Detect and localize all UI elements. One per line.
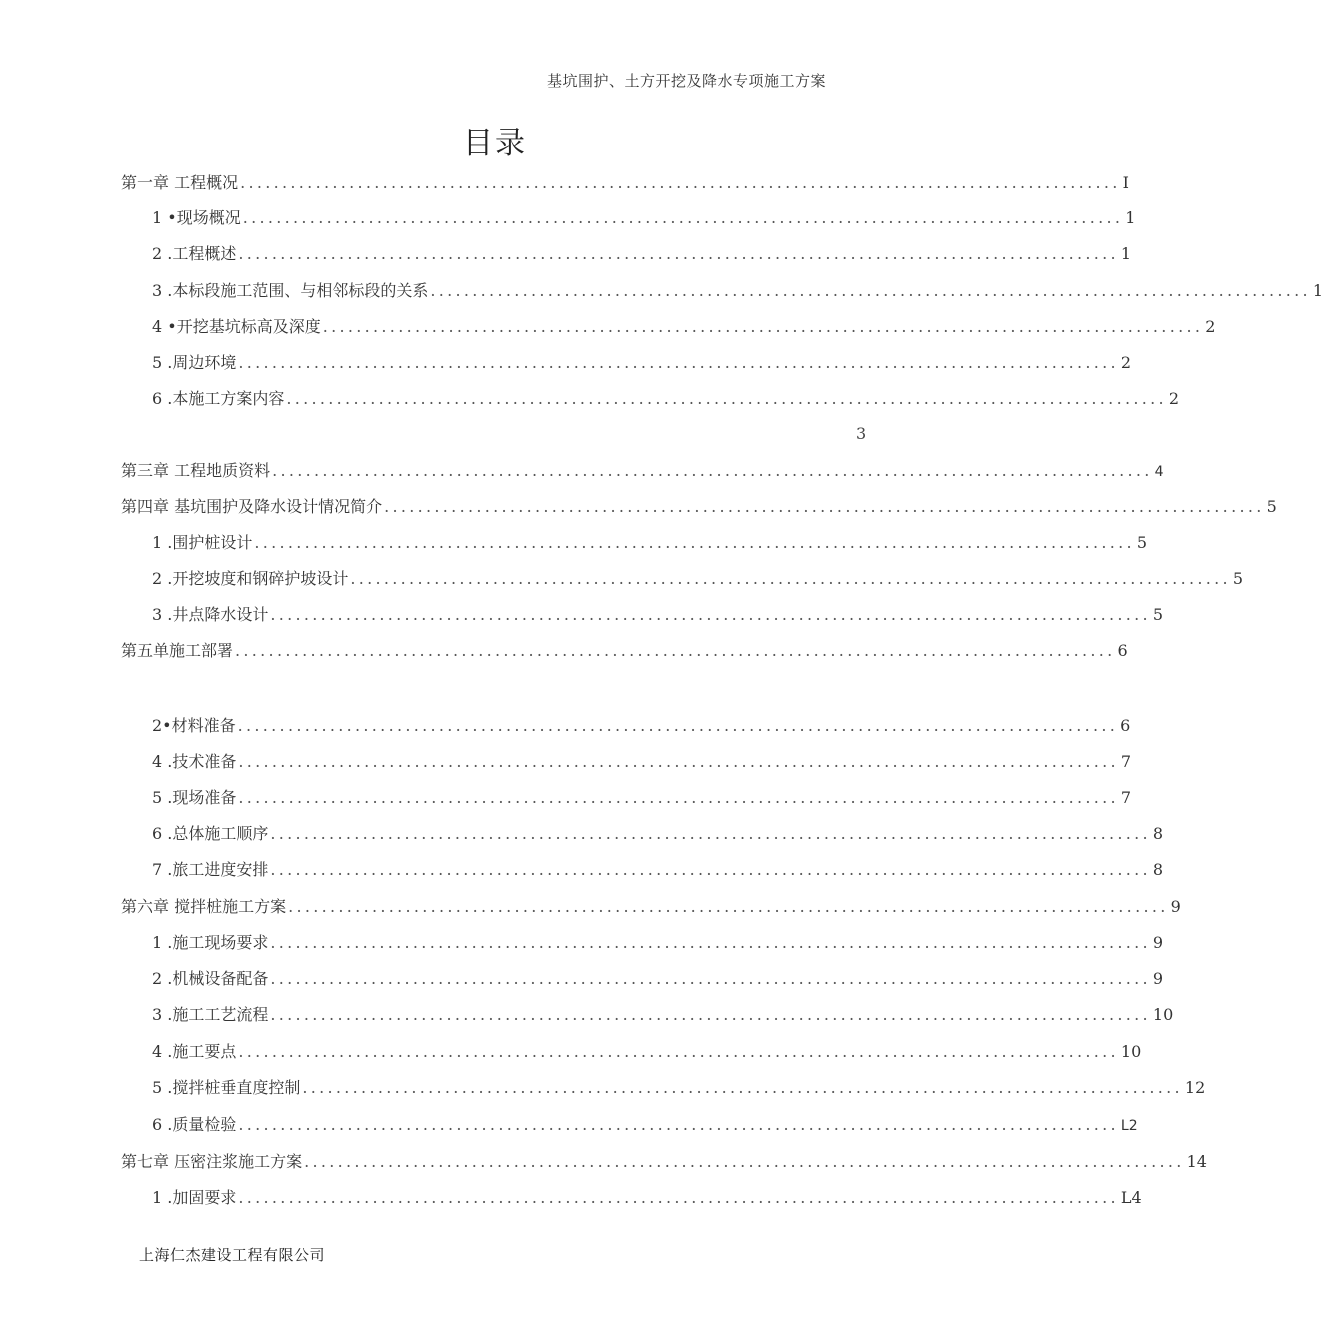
toc-leader-dots: ......................................................................................................... xyxy=(286,389,1167,408)
toc-page-number: 12 xyxy=(1184,1078,1206,1097)
toc-section-row xyxy=(152,1112,1138,1136)
toc-section-row xyxy=(152,386,1180,410)
toc-page-number: 1 xyxy=(1312,281,1323,300)
toc-page-number: 2 xyxy=(1168,389,1180,408)
toc-section-row xyxy=(152,821,1164,845)
toc-section-row xyxy=(152,930,1164,954)
toc-section-row xyxy=(152,1185,1142,1209)
toc-page-number: 5 xyxy=(1136,533,1148,552)
toc-page-number: 2 xyxy=(1205,317,1216,336)
toc-entry-title: 第七章 压密注浆施工方案 xyxy=(121,1152,303,1171)
toc-section-row xyxy=(152,278,1323,302)
toc-entry-title: 7 .旅工进度安排 xyxy=(152,860,269,879)
toc-page-number: 10 xyxy=(1152,1005,1174,1024)
toc-leader-dots: ......................................................................................................... xyxy=(238,752,1119,771)
toc-leader-dots: ......................................................................................................... xyxy=(384,497,1265,516)
toc-leader-dots: ......................................................................................................... xyxy=(288,897,1169,916)
toc-section-row xyxy=(152,749,1132,773)
toc-entry-title: 2 .机械设备配备 xyxy=(152,969,269,988)
toc-entry-title: 1 .加固要求 xyxy=(152,1188,237,1207)
toc-entry-title: 4 •开挖基坑标高及深度 xyxy=(152,317,321,336)
toc-section-row xyxy=(152,530,1148,554)
toc-page-number: 2 xyxy=(1120,353,1132,372)
toc-section-row xyxy=(152,785,1132,809)
toc-entry-title: 第五单施工部署 xyxy=(121,641,234,660)
toc-chapter-row xyxy=(121,458,1164,482)
toc-leader-dots: ......................................................................................................... xyxy=(238,1115,1119,1134)
toc-page-number: 1 xyxy=(1120,244,1132,263)
toc-page-number: I xyxy=(1122,173,1129,192)
toc-entry-title: 2 .工程概述 xyxy=(152,244,237,263)
toc-entry-title: 5 .搅拌桩垂直度控制 xyxy=(152,1078,301,1097)
toc-entry-title: 5 .周边环境 xyxy=(152,353,237,372)
toc-leader-dots: ......................................................................................................... xyxy=(350,569,1231,588)
toc-leader-dots: ......................................................................................................... xyxy=(238,1042,1119,1061)
toc-entry-title: 第一章 工程概况 xyxy=(121,173,239,192)
toc-page-number: 4 xyxy=(1154,464,1164,480)
running-header: 基坑围护、土方开挖及降水专项施工方案 xyxy=(546,72,826,90)
toc-entry-title: 第六章 搅拌桩施工方案 xyxy=(121,897,287,916)
toc-leader-dots: ......................................................................................................... xyxy=(272,461,1153,480)
toc-leader-dots: ......................................................................................................... xyxy=(238,788,1119,807)
toc-entry-title: 第四章 基坑围护及降水设计情况简介 xyxy=(121,497,383,516)
toc-page-number: 6 xyxy=(1117,641,1128,660)
toc-chapter-row xyxy=(121,638,1128,662)
toc-page-number: L4 xyxy=(1120,1188,1142,1207)
toc-page-number: 1 xyxy=(1125,208,1136,227)
toc-leader-dots: ......................................................................................................... xyxy=(270,824,1151,843)
toc-section-row xyxy=(152,1002,1174,1026)
toc-section-row xyxy=(152,241,1132,265)
toc-section-row xyxy=(152,1075,1206,1099)
toc-entry-title: 第三章 工程地质资料 xyxy=(121,461,271,480)
toc-section-row xyxy=(152,1039,1142,1063)
toc-leader-dots: ......................................................................................................... xyxy=(238,1188,1119,1207)
toc-entry-title: 4 .技术准备 xyxy=(152,752,237,771)
toc-section-row xyxy=(152,966,1164,990)
toc-entry-title: 6 .总体施工顺序 xyxy=(152,824,269,843)
toc-entry-title: 6 .质量检验 xyxy=(152,1115,237,1134)
toc-entry-title: 2 .开挖坡度和钢碎护坡设计 xyxy=(152,569,349,588)
toc-leader-dots: ......................................................................................................... xyxy=(254,533,1135,552)
toc-section-row xyxy=(152,857,1164,881)
toc-page-number: 5 xyxy=(1266,497,1277,516)
toc-chapter-row xyxy=(121,1149,1207,1173)
company-footer: 上海仁杰建设工程有限公司 xyxy=(139,1246,326,1264)
toc-section-row xyxy=(152,713,1131,737)
toc-leader-dots: ......................................................................................................... xyxy=(304,1152,1185,1171)
toc-entry-title: 6 .本施工方案内容 xyxy=(152,389,285,408)
toc-leader-dots: ......................................................................................................... xyxy=(240,173,1121,192)
toc-leader-dots: ......................................................................................................... xyxy=(322,317,1204,336)
stray-page-number: 3 xyxy=(856,424,867,443)
toc-entry-title: 1 .施工现场要求 xyxy=(152,933,269,952)
toc-leader-dots: ......................................................................................................... xyxy=(270,860,1151,879)
toc-page-number: 9 xyxy=(1152,969,1164,988)
toc-section-row xyxy=(152,205,1136,229)
toc-leader-dots: ......................................................................................................... xyxy=(270,605,1151,624)
toc-leader-dots: ......................................................................................................... xyxy=(270,1005,1151,1024)
toc-chapter-row xyxy=(121,170,1129,194)
toc-entry-title: 4 .施工要点 xyxy=(152,1042,237,1061)
toc-entry-title: 3 .井点降水设计 xyxy=(152,605,269,624)
toc-leader-dots: ......................................................................................................... xyxy=(238,353,1119,372)
toc-entry-title: 1 .围护桩设计 xyxy=(152,533,253,552)
toc-page-number: 5 xyxy=(1232,569,1244,588)
toc-section-row xyxy=(152,602,1164,626)
toc-leader-dots: ......................................................................................................... xyxy=(238,244,1119,263)
toc-page-number: 7 xyxy=(1120,752,1132,771)
toc-entry-title: 3 .本标段施工范围、与相邻标段的关系 xyxy=(152,281,429,300)
toc-page-number: L2 xyxy=(1120,1118,1138,1134)
toc-leader-dots: ......................................................................................................... xyxy=(237,716,1119,735)
toc-page-number: 8 xyxy=(1152,824,1164,843)
page-title: 目录 xyxy=(463,126,527,161)
toc-leader-dots: ......................................................................................................... xyxy=(302,1078,1183,1097)
toc-section-row xyxy=(152,350,1132,374)
toc-page-number: 9 xyxy=(1170,897,1181,916)
toc-leader-dots: ......................................................................................................... xyxy=(270,933,1151,952)
toc-page-number: 9 xyxy=(1152,933,1164,952)
toc-leader-dots: ......................................................................................................... xyxy=(430,281,1311,300)
toc-section-row xyxy=(152,314,1216,338)
toc-chapter-row xyxy=(121,494,1277,518)
toc-page-number: 6 xyxy=(1120,716,1131,735)
toc-page-number: 14 xyxy=(1186,1152,1207,1171)
toc-entry-title: 3 .施工工艺流程 xyxy=(152,1005,269,1024)
toc-page-number: 10 xyxy=(1120,1042,1142,1061)
toc-page-number: 8 xyxy=(1152,860,1164,879)
toc-section-row xyxy=(152,566,1244,590)
toc-leader-dots: ......................................................................................................... xyxy=(235,641,1116,660)
toc-leader-dots: ......................................................................................................... xyxy=(242,208,1124,227)
toc-leader-dots: ......................................................................................................... xyxy=(270,969,1151,988)
toc-chapter-row xyxy=(121,894,1181,918)
toc-entry-title: 2•材料准备 xyxy=(152,716,236,735)
toc-entry-title: 1 •现场概况 xyxy=(152,208,241,227)
toc-page-number: 7 xyxy=(1120,788,1132,807)
toc-page-number: 5 xyxy=(1152,605,1164,624)
toc-entry-title: 5 .现场准备 xyxy=(152,788,237,807)
